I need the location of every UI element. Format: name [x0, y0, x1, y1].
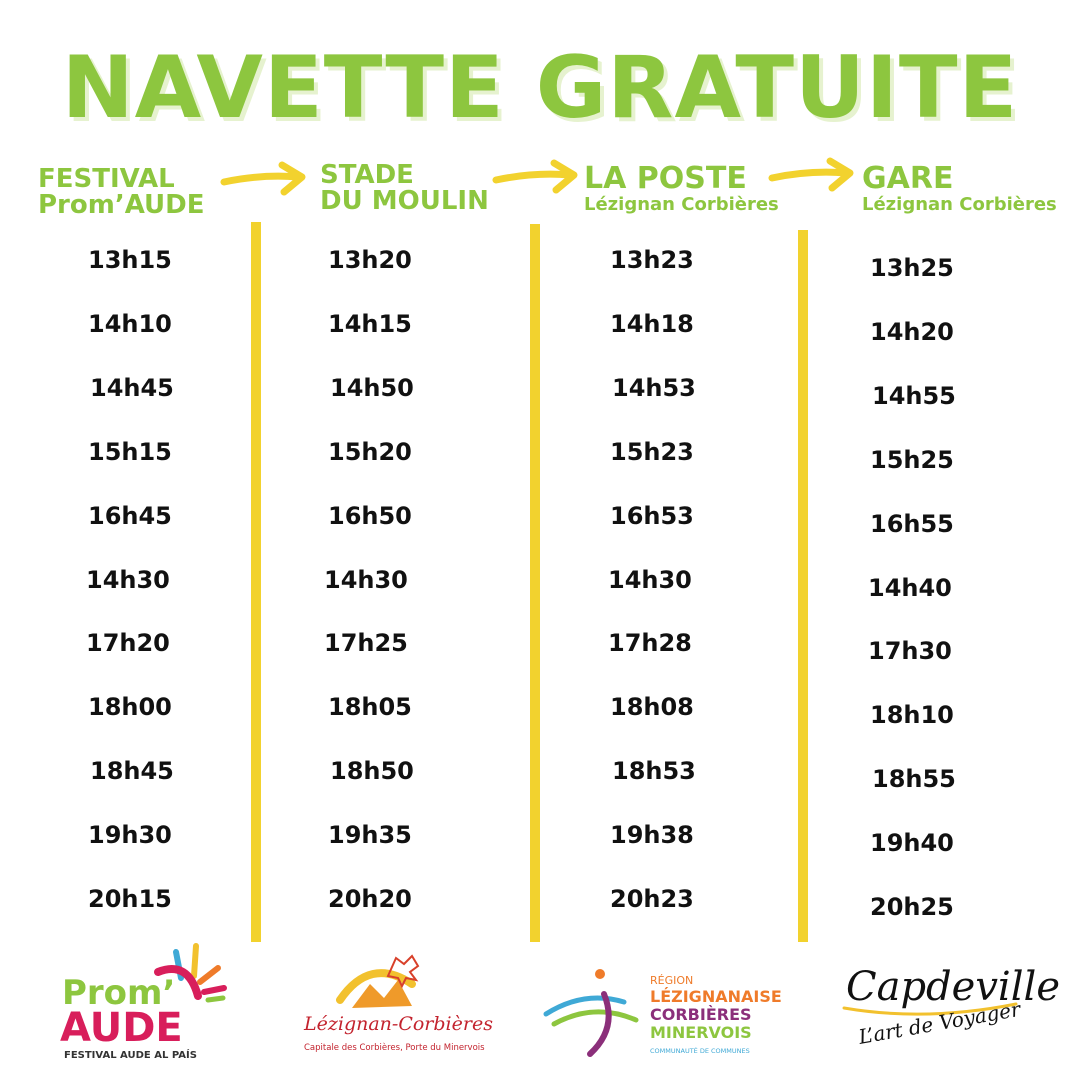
stop-header-line1: FESTIVAL	[38, 164, 175, 194]
departure-time: 18h55	[872, 765, 956, 793]
departure-time: 20h20	[328, 885, 412, 913]
departure-time: 19h40	[870, 829, 954, 857]
promaude-logo	[58, 940, 233, 1065]
departure-time: 13h15	[88, 246, 172, 274]
region-logo-line1: LÉZIGNANAISE	[650, 987, 782, 1006]
region-logo	[544, 962, 792, 1062]
lezignan-logo-name: Lézignan-Corbières	[304, 1013, 493, 1035]
departure-time: 18h05	[328, 693, 412, 721]
departure-time: 15h20	[328, 438, 412, 466]
departure-time: 13h23	[610, 246, 694, 274]
region-logo-line3: MINERVOIS	[650, 1023, 752, 1042]
stop-header-festival	[38, 166, 205, 218]
departure-time: 16h45	[88, 502, 172, 530]
stop-header-line1: LA POSTE	[584, 161, 747, 196]
stop-header-line2: Prom’AUDE	[38, 190, 205, 220]
stop-header-line2: DU MOULIN	[320, 186, 489, 216]
stop-header-gare	[862, 161, 1057, 215]
departure-time: 14h30	[608, 566, 692, 594]
column-divider	[530, 224, 540, 942]
departure-time: 18h50	[330, 757, 414, 785]
departure-time: 13h20	[328, 246, 412, 274]
departure-time: 14h45	[90, 374, 174, 402]
stop-header-line1: STADE	[320, 160, 414, 190]
stop-header-poste	[584, 161, 779, 215]
departure-time: 14h55	[872, 382, 956, 410]
departure-time: 16h53	[610, 502, 694, 530]
departure-time: 14h10	[88, 310, 172, 338]
departure-time: 14h40	[868, 574, 952, 602]
departure-time: 15h15	[88, 438, 172, 466]
promaude-logo-line2: AUDE	[60, 1005, 183, 1051]
departure-time: 18h45	[90, 757, 174, 785]
departure-time: 14h30	[86, 566, 170, 594]
departure-time: 18h10	[870, 701, 954, 729]
departure-time: 15h23	[610, 438, 694, 466]
capdeville-logo-tagline: L’art de Voyager	[856, 996, 1023, 1049]
departure-time: 20h25	[870, 893, 954, 921]
departure-time: 18h53	[612, 757, 696, 785]
departure-time: 18h08	[610, 693, 694, 721]
departure-time: 19h35	[328, 821, 412, 849]
region-logo-small: RÉGION	[650, 974, 694, 987]
departure-time: 14h15	[328, 310, 412, 338]
departure-time: 17h28	[608, 629, 692, 657]
departure-time: 14h20	[870, 318, 954, 346]
departure-time: 19h30	[88, 821, 172, 849]
arrow-right-icon	[770, 156, 856, 196]
departure-time: 19h38	[610, 821, 694, 849]
capdeville-logo	[836, 948, 1060, 1068]
stop-header-line1: GARE	[862, 161, 954, 196]
departure-time: 15h25	[870, 446, 954, 474]
departure-time: 17h20	[86, 629, 170, 657]
departure-time: 16h55	[870, 510, 954, 538]
column-divider	[251, 222, 261, 942]
departure-time: 20h23	[610, 885, 694, 913]
stop-header-subtitle: Lézignan Corbières	[862, 194, 1057, 215]
departure-time: 16h50	[328, 502, 412, 530]
departure-time: 14h18	[610, 310, 694, 338]
departure-time: 14h30	[324, 566, 408, 594]
departure-time: 14h50	[330, 374, 414, 402]
departure-time: 20h15	[88, 885, 172, 913]
arrow-right-icon	[494, 158, 580, 198]
stop-header-subtitle: Lézignan Corbières	[584, 194, 779, 215]
column-divider	[798, 230, 808, 942]
departure-time: 18h00	[88, 693, 172, 721]
arrow-right-icon	[222, 160, 308, 200]
region-logo-line2: CORBIÈRES	[650, 1005, 752, 1024]
page-title: NAVETTE GRATUITE	[61, 38, 1019, 138]
departure-time: 17h30	[868, 637, 952, 665]
departure-time: 14h53	[612, 374, 696, 402]
region-logo-tagline: COMMUNAUTÉ DE COMMUNES	[650, 1047, 750, 1055]
stop-header-stade	[320, 162, 489, 214]
promaude-logo-tagline: FESTIVAL AUDE AL PAÍS	[64, 1050, 197, 1061]
capdeville-logo-name: Capdeville	[846, 964, 1060, 1010]
promaude-logo-line1: Prom’	[62, 973, 176, 1013]
lezignan-logo	[300, 950, 493, 1060]
departure-time: 13h25	[870, 254, 954, 282]
departure-time: 17h25	[324, 629, 408, 657]
lezignan-logo-tagline: Capitale des Corbières, Porte du Minervois	[304, 1043, 485, 1053]
